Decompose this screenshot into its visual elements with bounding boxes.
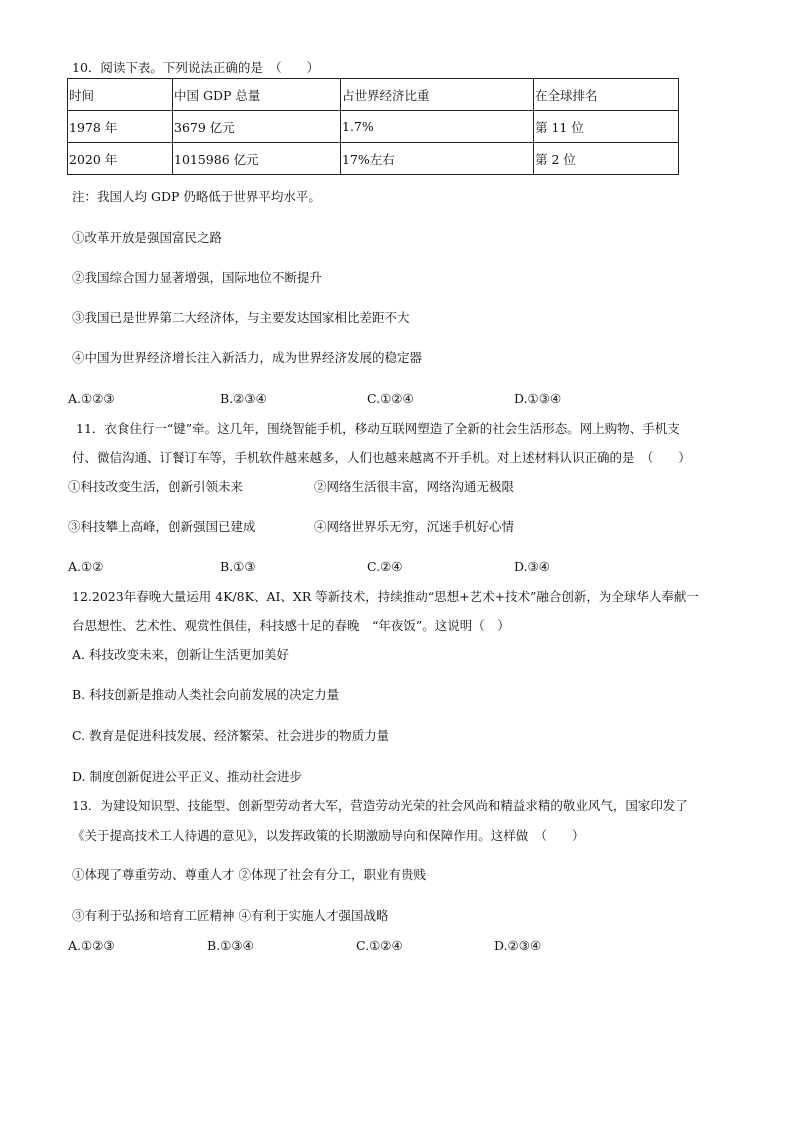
table-header-cell: 时间	[68, 79, 173, 111]
table-header-cell: 中国 GDP 总量	[173, 79, 341, 111]
q13-statements-line1: ①体现了尊重劳动、尊重人才 ②体现了社会有分工，职业有贵贱	[72, 867, 426, 882]
q12-stem-line2: 台思想性、艺术性、观赏性俱佳，科技感十足的春晚 “年夜饭”。这说明（ ）	[72, 618, 510, 633]
table-cell: 17%左右	[341, 143, 534, 175]
q10-option-b[interactable]: B.②③④	[220, 391, 267, 406]
q12-option-a[interactable]: A. 科技改变未来，创新让生活更加美好	[72, 647, 289, 662]
q10-option-d[interactable]: D.①③④	[514, 391, 562, 406]
q12-stem-line1: 12.2023年春晚大量运用 4K/8K、AI、XR 等新技术，持续推动“思想+艺术+技术”融合创新，为全球华人奉献一	[72, 589, 699, 604]
table-cell: 1978 年	[68, 111, 173, 143]
q10-option-c[interactable]: C.①②④	[367, 391, 414, 406]
q10-option-a[interactable]: A.①②③	[68, 391, 115, 406]
q10-statement: ②我国综合国力显著增强，国际地位不断提升	[72, 270, 323, 285]
table-cell: 2020 年	[68, 143, 173, 175]
q12-option-b[interactable]: B. 科技创新是推动人类社会向前发展的决定力量	[72, 687, 340, 702]
q13-stem-line2: 《关于提高技术工人待遇的意见》，以发挥政策的长期激励导向和保障作用。这样做 （ ）	[72, 828, 585, 843]
q11-statement: ②网络生活很丰富，网络沟通无极限	[314, 479, 515, 494]
q11-option-a[interactable]: A.①②	[68, 559, 104, 574]
table-row	[68, 111, 679, 143]
q10-note: 注：我国人均 GDP 仍略低于世界平均水平。	[72, 189, 321, 204]
q13-stem-line1: 13．为建设知识型、技能型、创新型劳动者大军，营造劳动光荣的社会风尚和精益求精的敬业风气，国家印发了	[72, 798, 688, 813]
q11-stem-line1: 11．衣食住行一“键”牵。这几年，围绕智能手机，移动互联网塑造了全新的社会生活形态。网上购物、手机支	[76, 421, 680, 436]
table-header-cell: 在全球排名	[534, 79, 679, 111]
table-cell: 第 11 位	[534, 111, 679, 143]
q11-option-c[interactable]: C.②④	[367, 559, 403, 574]
q11-option-d[interactable]: D.③④	[514, 559, 550, 574]
q10-statement: ④中国为世界经济增长注入新活力，成为世界经济发展的稳定器	[72, 350, 423, 365]
table-cell: 3679 亿元	[173, 111, 341, 143]
q13-statements-line2: ③有利于弘扬和培育工匠精神 ④有利于实施人才强国战略	[72, 908, 389, 923]
q13-option-d[interactable]: D.②③④	[494, 938, 542, 953]
table-cell: 1.7%	[341, 111, 534, 143]
q13-option-b[interactable]: B.①③④	[207, 938, 254, 953]
q10-gdp-table	[67, 78, 679, 175]
q11-statement: ③科技攀上高峰，创新强国已建成	[68, 519, 256, 534]
q12-option-c[interactable]: C. 教育是促进科技发展、经济繁荣、社会进步的物质力量	[72, 728, 390, 743]
table-cell: 第 2 位	[534, 143, 679, 175]
table-cell: 1015986 亿元	[173, 143, 341, 175]
q10-statement: ③我国已是世界第二大经济体，与主要发达国家相比差距不大	[72, 310, 410, 325]
q12-option-d[interactable]: D. 制度创新促进公平正义、推动社会进步	[72, 769, 303, 784]
q13-option-c[interactable]: C.①②④	[356, 938, 403, 953]
q11-stem-line2: 付、微信沟通、订餐订车等，手机软件越来越多，人们也越来越离不开手机。对上述材料认识正确的是 （ ）	[72, 450, 691, 465]
q11-statement: ④网络世界乐无穷，沉迷手机好心情	[314, 519, 515, 534]
q11-option-b[interactable]: B.①③	[220, 559, 256, 574]
table-header-row	[68, 79, 679, 111]
table-row	[68, 143, 679, 175]
q13-option-a[interactable]: A.①②③	[68, 938, 115, 953]
q10-statement: ①改革开放是强国富民之路	[72, 230, 223, 245]
table-header-cell: 占世界经济比重	[341, 79, 534, 111]
q11-statement: ①科技改变生活，创新引领未来	[68, 479, 244, 494]
q10-stem: 10．阅读下表。下列说法正确的是 （ ）	[72, 60, 320, 75]
